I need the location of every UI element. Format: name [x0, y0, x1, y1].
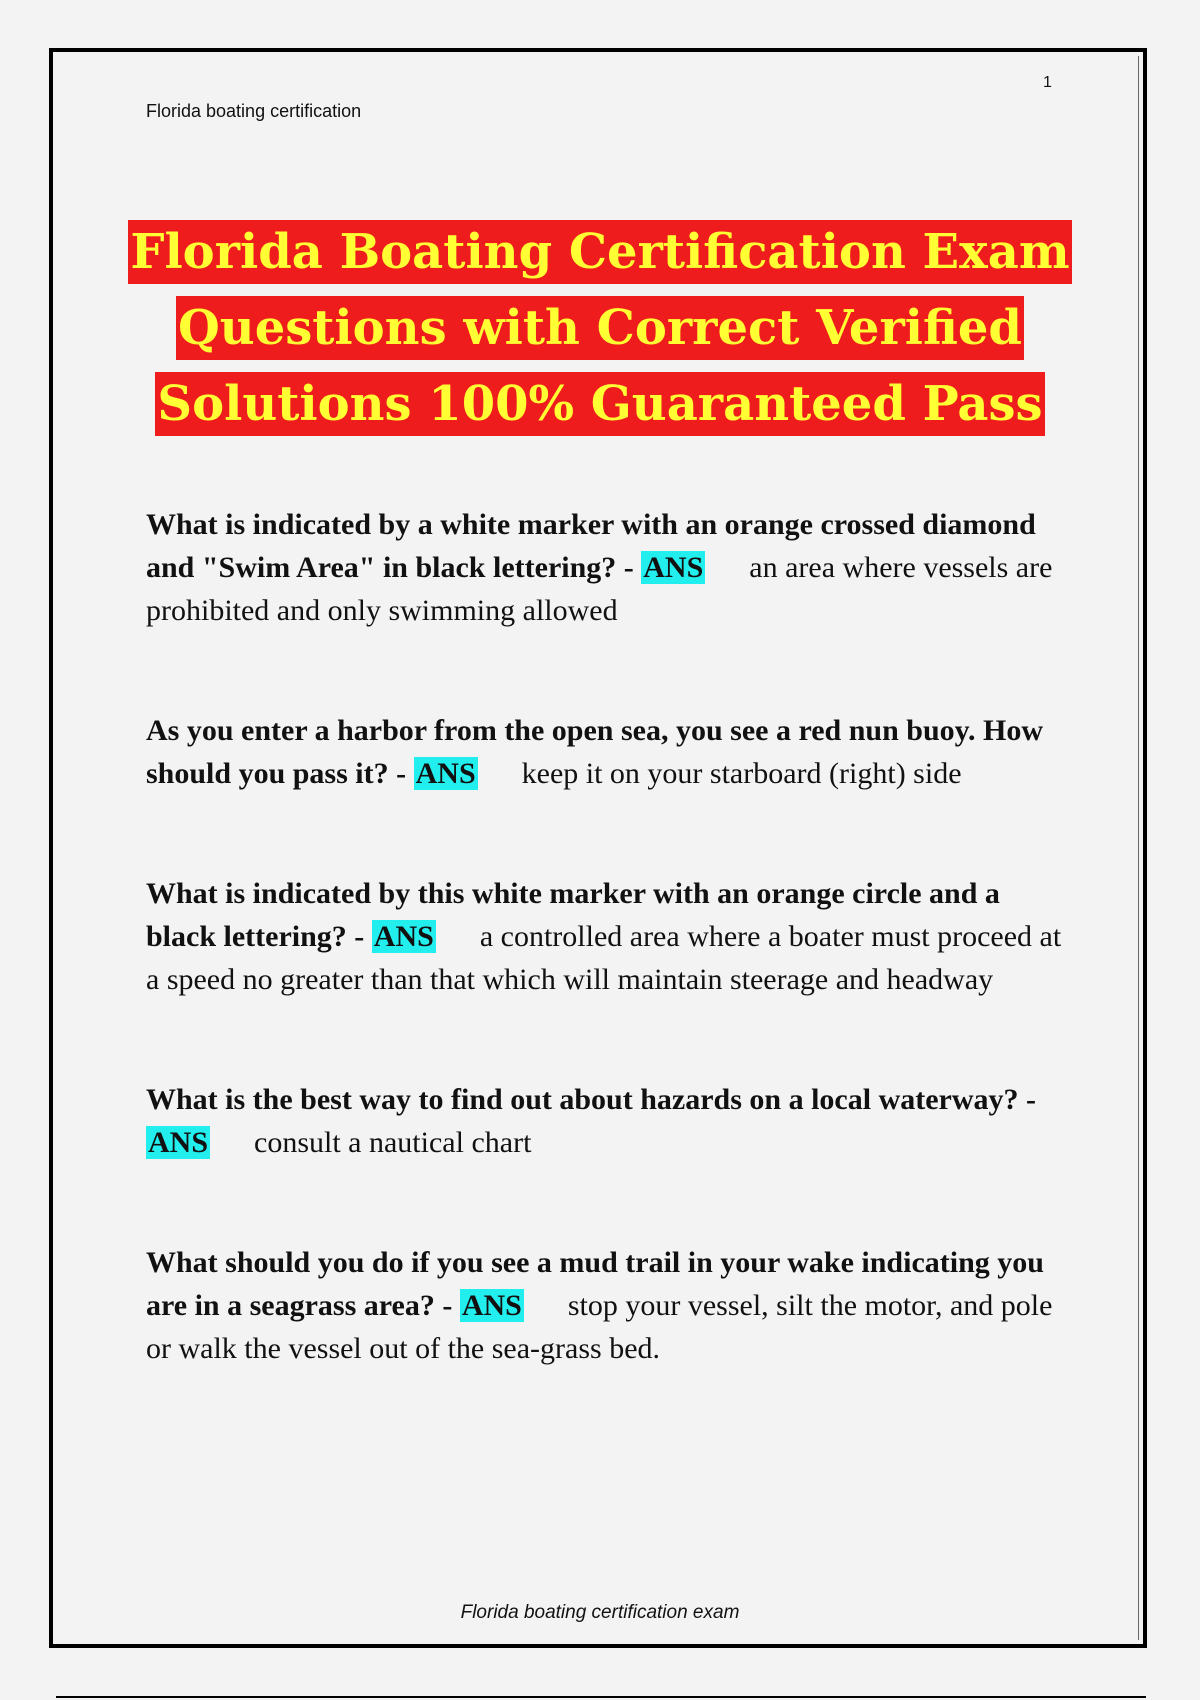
ans-label: ANS: [373, 920, 434, 953]
answer-1: an area where vessels are prohibited and only swimming allowed: [146, 551, 1053, 627]
document-title: [120, 220, 1080, 448]
answer-2: keep it on your starboard (right) side: [521, 757, 962, 790]
qa-item-1: [146, 503, 1066, 632]
ans-label: ANS: [461, 1289, 522, 1322]
ans-label: ANS: [415, 757, 476, 790]
answer-3: a controlled area where a boater must proceed at a speed no greater than that which will maintain steerage and headway: [146, 920, 1062, 996]
question-2: As you enter a harbor from the open sea, you see a red nun buoy. How should you pass it? -: [146, 714, 1044, 790]
running-footer: Florida boating certification exam: [460, 1602, 740, 1623]
qa-list: [146, 503, 1066, 1370]
qa-item-3: [146, 872, 1066, 1001]
title-line-1: Florida Boating Certification Exam: [128, 220, 1071, 284]
answer-5: stop your vessel, silt the motor, and pole or walk the vessel out of the sea-grass bed.: [146, 1289, 1053, 1365]
page-number: 1: [1043, 74, 1052, 91]
running-header: Florida boating certification: [146, 101, 362, 121]
question-5: What should you do if you see a mud trail in your wake indicating you are in a seagrass area? -: [146, 1246, 1044, 1322]
question-3: What is indicated by this white marker with an orange circle and a black lettering? -: [146, 877, 1000, 953]
ans-label: ANS: [643, 551, 704, 584]
question-4: What is the best way to find out about hazards on a local waterway? -: [146, 1083, 1037, 1116]
title-line-3: Solutions 100% Guaranteed Pass: [155, 372, 1044, 436]
ans-label: ANS: [148, 1126, 209, 1159]
question-1: What is indicated by a white marker with an orange crossed diamond and "Swim Area" in black lettering? -: [146, 508, 1036, 584]
qa-item-4: [146, 1078, 1066, 1164]
qa-item-2: [146, 709, 1066, 795]
answer-4: consult a nautical chart: [254, 1126, 532, 1159]
page-bottom-rule: [56, 1696, 1146, 1698]
title-line-2: Questions with Correct Verified: [176, 296, 1024, 360]
qa-item-5: [146, 1241, 1066, 1370]
